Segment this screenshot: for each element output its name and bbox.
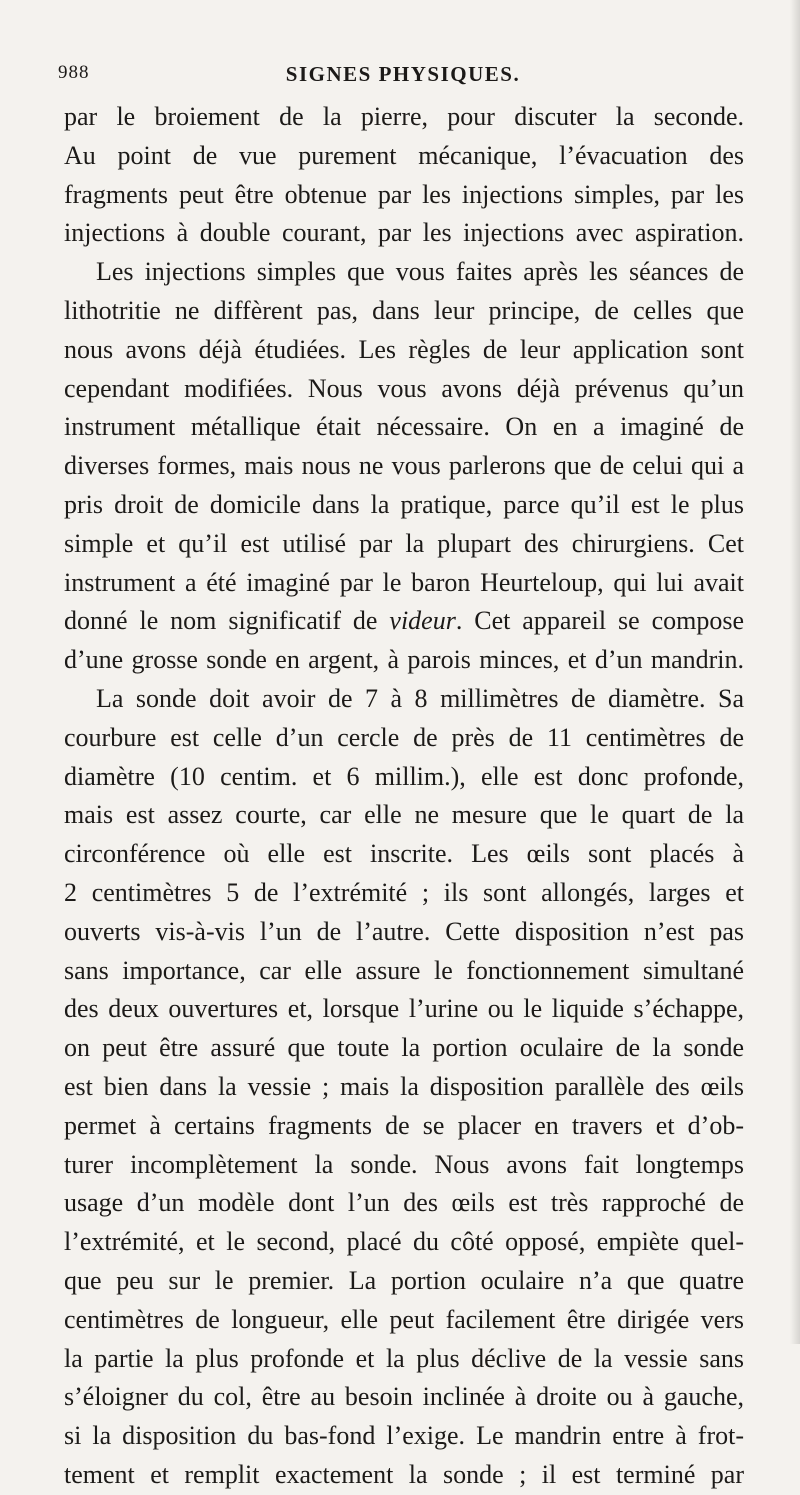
text-segment: donné le nom significatif de	[64, 606, 390, 636]
text-line: est bien dans la vessie ; mais la disposition parallèle des œils	[64, 1071, 744, 1101]
text-line: si la disposition du bas-fond l’exige. Le mandrin entre à frot-	[64, 1421, 744, 1451]
text-line: fragments peut être obtenue par les injections simples, par les	[64, 179, 744, 209]
text-line: permet à certains fragments de se placer en travers et d’ob-	[64, 1110, 744, 1140]
text-line: injections à double courant, par les injections avec aspiration.	[64, 218, 744, 248]
text-line: Les injections simples que vous faites après les séances de	[96, 257, 744, 287]
text-line: circonférence où elle est inscrite. Les œils sont placés à	[64, 839, 744, 869]
text-line: ouverts vis-à-vis l’un de l’autre. Cette disposition n’est pas	[64, 916, 744, 946]
italic-term: videur	[389, 606, 456, 636]
text-line: Au point de vue purement mécanique, l’évacuation des	[64, 140, 744, 170]
text-line: l’extrémité, et le second, placé du côté opposé, empiète quel-	[64, 1227, 744, 1257]
text-line: centimètres de longueur, elle peut facilement être dirigée vers	[64, 1304, 744, 1334]
text-line: cependant modifiées. Nous vous avons déjà prévenus qu’un	[64, 373, 744, 403]
text-line: lithotritie ne diffèrent pas, dans leur principe, de celles que	[64, 295, 744, 325]
text-segment: . Cet appareil se compose	[455, 606, 744, 636]
text-line: tement et remplit exactement la sonde ; il est terminé par	[64, 1459, 744, 1489]
text-line	[64, 602, 744, 641]
text-line: s’éloigner du col, être au besoin inclinée à droite ou à gauche,	[64, 1382, 744, 1412]
text-line: courbure est celle d’un cercle de près de 11 centimètres de	[64, 722, 744, 752]
text-line: simple et qu’il est utilisé par la plupart des chirurgiens. Cet	[64, 528, 744, 558]
text-line: instrument métallique était nécessaire. On en a imaginé de	[64, 412, 744, 442]
text-line: la partie la plus profonde et la plus déclive de la vessie sans	[64, 1343, 744, 1373]
text-line: sans importance, car elle assure le fonctionnement simultané	[64, 955, 744, 985]
page-number: 988	[58, 62, 90, 83]
running-title: SIGNES PHYSIQUES.	[285, 62, 521, 86]
text-line: nous avons déjà étudiées. Les règles de leur application sont	[64, 334, 744, 364]
text-line: on peut être assuré que toute la portion oculaire de la sonde	[64, 1033, 744, 1063]
page-header	[58, 62, 748, 92]
text-line: instrument a été imaginé par le baron Heurteloup, qui lui avait	[64, 567, 744, 597]
text-line: par le broiement de la pierre, pour discuter la seconde.	[64, 102, 744, 131]
text-line: des deux ouvertures et, lorsque l’urine ou le liquide s’échappe,	[64, 994, 744, 1024]
text-line: 2 centimètres 5 de l’extrémité ; ils sont allongés, larges et	[64, 877, 744, 907]
text-line: usage d’un modèle dont l’un des œils est très rapproché de	[64, 1188, 744, 1218]
page-edge-shadow	[790, 0, 800, 1344]
text-line: diverses formes, mais nous ne vous parlerons que de celui qui a	[64, 451, 744, 481]
text-line: que peu sur le premier. La portion oculaire n’a que quatre	[64, 1265, 744, 1295]
text-line: diamètre (10 centim. et 6 millim.), elle est donc profonde,	[64, 761, 744, 791]
text-line: turer incomplètement la sonde. Nous avons fait longtemps	[64, 1149, 744, 1179]
text-line: pris droit de domicile dans la pratique, parce qu’il est le plus	[64, 489, 744, 519]
text-line: La sonde doit avoir de 7 à 8 millimètres de diamètre. Sa	[96, 683, 744, 713]
body-text	[64, 98, 744, 1495]
text-line: mais est assez courte, car elle ne mesure que le quart de la	[64, 800, 744, 830]
text-line: d’une grosse sonde en argent, à parois minces, et d’un mandrin.	[64, 645, 744, 675]
